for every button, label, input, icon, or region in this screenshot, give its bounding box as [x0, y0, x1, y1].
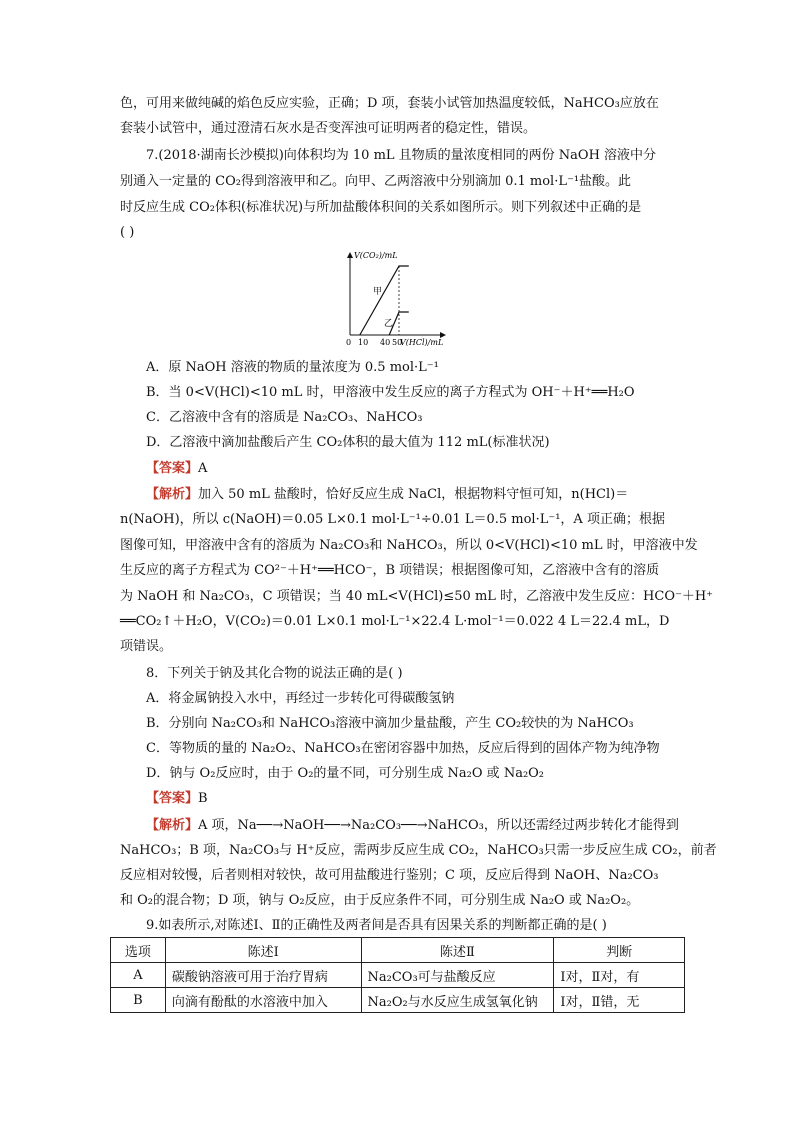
text-line: 套装小试管中，通过澄清石灰水是否变浑浊可证明两者的稳定性，错误。 [120, 121, 537, 136]
tick-label: 10 [358, 338, 369, 346]
text-line: ( ) [120, 225, 135, 240]
y-axis-label: V(CO₂)/mL [354, 251, 398, 260]
text-line: n(NaOH)，所以 c(NaOH)＝0.05 L×0.1 mol·L⁻¹÷0.01 L＝0.5 mol·L⁻¹，A 项正确；根据 [120, 512, 665, 527]
table-header: 陈述Ⅰ [165, 938, 361, 963]
table-cell: Na₂O₂与水反应生成氢氧化钠 [361, 988, 554, 1013]
table-row [111, 988, 685, 1013]
text-line: 时反应生成 CO₂体积(标准状况)与所加盐酸体积间的关系如图所示。则下列叙述中正确的是 [120, 200, 642, 215]
text-line: ══CO₂↑＋H₂O，V(CO₂)＝0.01 L×0.1 mol·L⁻¹×22.4 L·mol⁻¹＝0.022 4 L＝22.4 mL，D [120, 614, 670, 629]
text-line: NaHCO₃；B 项，Na₂CO₃与 H⁺反应，需两步反应生成 CO₂，NaHCO₃只需一步反应生成 CO₂，前者 [120, 843, 717, 858]
analysis-8 [146, 818, 679, 834]
option-7a: A．原 NaOH 溶液的物质的量浓度为 0.5 mol·L⁻¹ [146, 360, 439, 375]
table-cell: Ⅰ对，Ⅱ对，有 [554, 963, 685, 988]
text-line: 色，可用来做纯碱的焰色反应实验，正确；D 项，套装小试管加热温度较低，NaHCO₃应放在 [120, 96, 659, 111]
co2-volume-chart [340, 248, 450, 346]
table-cell: A [111, 963, 166, 988]
text-line: 和 O₂的混合物；D 项，钠与 O₂反应，由于反应条件不同，可分别生成 Na₂O 或 Na₂O₂。 [120, 893, 640, 908]
comparison-table [110, 937, 685, 1013]
analysis-7 [146, 487, 628, 503]
table-header: 陈述Ⅱ [361, 938, 554, 963]
answer-8 [146, 791, 208, 807]
answer-tag: 【答案】 [146, 791, 199, 806]
text-line: 生反应的离子方程式为 CO²⁻＋H⁺══HCO⁻，B 项错误；根据图像可知，乙溶液中含有的溶质 [120, 563, 660, 578]
option-7b: B．当 0<V(HCl)<10 mL 时，甲溶液中发生反应的离子方程式为 OH⁻＋H⁺══H₂O [146, 385, 635, 400]
table-cell: Ⅰ对，Ⅱ错，无 [554, 988, 685, 1013]
series-jia-label: 甲 [373, 287, 383, 297]
option-8b: B．分别向 Na₂CO₃和 NaHCO₃溶液中滴加少量盐酸，产生 CO₂较快的为 NaHCO₃ [146, 716, 634, 731]
text-line: 图像可知，甲溶液中含有的溶质为 Na₂CO₃和 NaHCO₃，所以 0<V(HCl)<10 mL 时，甲溶液中发 [120, 538, 698, 553]
x-axis-label: V(HCl)/mL [400, 338, 444, 346]
table-row [111, 963, 685, 988]
question-8-stem: 8．下列关于钠及其化合物的说法正确的是( ) [146, 666, 403, 681]
tick-label: 50 [392, 338, 403, 346]
table-header: 选项 [111, 938, 166, 963]
analysis-tag: 【解析】 [146, 818, 199, 833]
option-8c: C．等物质的量的 Na₂O₂、NaHCO₃在密闭容器中加热，反应后得到的固体产物为纯净物 [146, 741, 660, 756]
text-line: 反应相对较慢，后者则相对较快，故可用盐酸进行鉴别；C 项，反应后得到 NaOH、Na₂CO₃ [120, 868, 659, 883]
option-7c: C．乙溶液中含有的溶质是 Na₂CO₃、NaHCO₃ [146, 410, 423, 425]
question-9-stem: 9.如表所示,对陈述Ⅰ、Ⅱ的正确性及两者间是否具有因果关系的判断都正确的是( ) [146, 918, 607, 933]
analysis-tag: 【解析】 [146, 487, 199, 502]
option-8a: A．将金属钠投入水中，再经过一步转化可得碳酸氢钠 [146, 691, 455, 706]
text-line: 别通入一定量的 CO₂得到溶液甲和乙。向甲、乙两溶液中分别滴加 0.1 mol·L⁻¹盐酸。此 [120, 174, 632, 189]
answer-value: A [198, 461, 208, 476]
table-cell: 碳酸钠溶液可用于治疗胃病 [165, 963, 361, 988]
table-header: 判断 [554, 938, 685, 963]
text-line: 为 NaOH 和 Na₂CO₃，C 项错误；当 40 mL<V(HCl)≤50 mL 时，乙溶液中发生反应：HCO⁻＋H⁺ [120, 589, 714, 604]
table-cell: 向滴有酚酞的水溶液中加入 [165, 988, 361, 1013]
table-cell: Na₂CO₃可与盐酸反应 [361, 963, 554, 988]
text-line: 项错误。 [120, 639, 173, 654]
analysis-text: A 项，Na──→NaOH──→Na₂CO₃──→NaHCO₃，所以还需经过两步转化才能得到 [198, 818, 679, 833]
option-7d: D．乙溶液中滴加盐酸后产生 CO₂体积的最大值为 112 mL(标准状况) [146, 435, 550, 450]
tick-label: 0 [346, 338, 352, 346]
table-cell: B [111, 988, 166, 1013]
analysis-text: 加入 50 mL 盐酸时，恰好反应生成 NaCl，根据物料守恒可知，n(HCl)＝ [198, 487, 629, 502]
option-8d: D．钠与 O₂反应时，由于 O₂的量不同，可分别生成 Na₂O 或 Na₂O₂ [146, 766, 545, 781]
question-7-stem: 7.(2018·湖南长沙模拟)向体积均为 10 mL 且物质的量浓度相同的两份 NaOH 溶液中分 [146, 148, 657, 163]
tick-label: 40 [380, 338, 391, 346]
chart-svg [340, 248, 450, 346]
answer-value: B [198, 791, 208, 806]
answer-7 [146, 461, 207, 477]
series-yi-label: 乙 [384, 319, 394, 329]
answer-tag: 【答案】 [146, 461, 199, 476]
table-header-row [111, 938, 685, 963]
